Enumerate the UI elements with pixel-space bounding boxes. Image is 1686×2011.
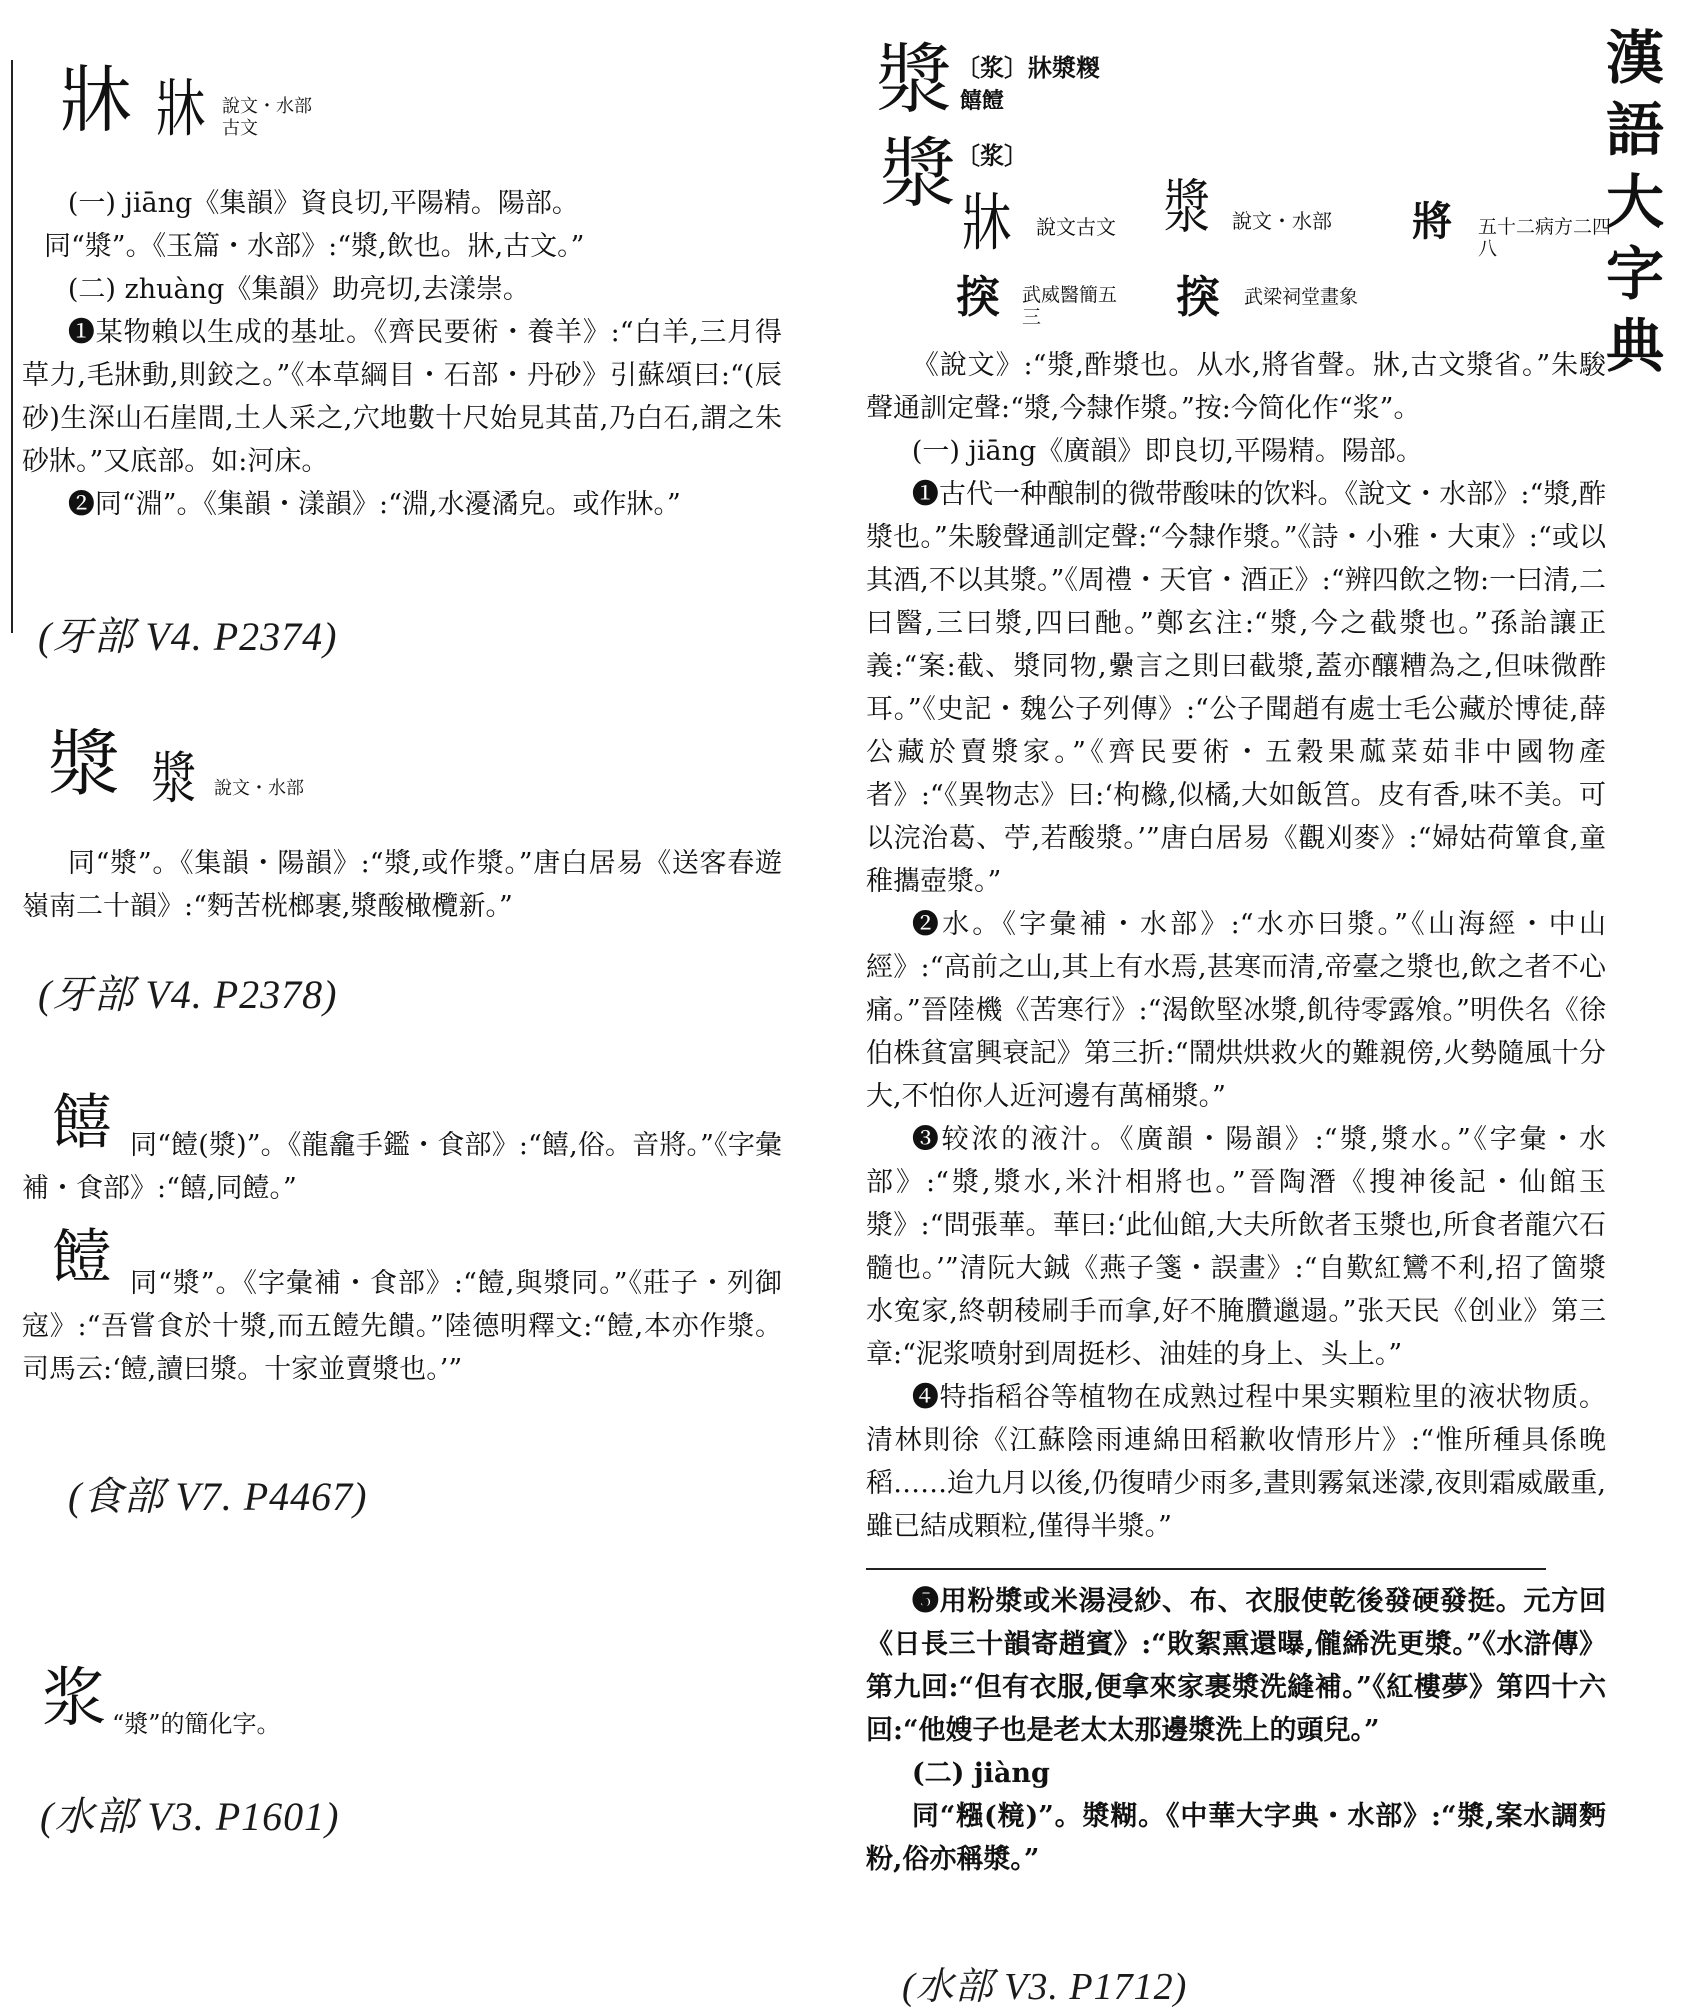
entry-1-line-1: (一) jiāng《集韻》資良切,平陽精。陽部。: [67, 188, 579, 219]
ancient-form-5: 揬: [1176, 272, 1220, 323]
handwritten-note-1: (牙部 V4. P2374): [38, 614, 338, 659]
right-sense-5: ❺用粉漿或米湯浸紗、布、衣服使乾後發硬發挺。元方回《日長三十韻寄趙賓》:“敗絮熏還曝,儱絺洗更漿。”《水滸傳》第九回:“但有衣服,便拿來家裹漿洗縫補。”《紅樓夢》第四十六回:“他嫂子也是老太太那邊漿洗上的頭兒。”: [866, 1586, 1606, 1746]
entry-1-line-2: 同“漿”。《玉篇・水部》:“漿,飲也。牀,古文。”: [44, 231, 585, 262]
ancient-form-3-label: 五十二病方二四八: [1478, 216, 1612, 260]
form-source-1b: 古文: [222, 118, 258, 139]
form-source-1: [222, 96, 312, 140]
seal-form-1: 牀: [156, 72, 205, 145]
ancient-form-1-label: 說文古文: [1036, 215, 1116, 239]
right-variants-2: 饎饐: [960, 88, 1005, 114]
headword-1: 牀: [60, 58, 133, 142]
entry-4-text: 同“漿”。《字彙補・食部》:“饐,與漿同。”《莊子・列御寇》:“吾嘗食於十漿,而五饐先饋。”陸德明釋文:“饐,本亦作漿。司馬云:‘饐,讀曰漿。十家並賣漿也。’”: [22, 1268, 782, 1385]
ancient-form-2-label: 說文・水部: [1232, 209, 1332, 233]
form-source-1a: 說文・水部: [222, 96, 312, 117]
right-intro: 《說文》:“漿,酢漿也。从水,將省聲。牀,古文漿省。”朱駿聲通訓定聲:“漿,今隸作漿。”按:今简化作“浆”。: [866, 350, 1606, 424]
ancient-form-1: 牀: [962, 186, 1011, 259]
book-title: 漢語大字典: [1605, 24, 1664, 380]
entry-1-body: [22, 182, 782, 526]
ancient-form-3: 將: [1412, 198, 1452, 245]
right-entry-body: [866, 344, 1606, 1881]
right-reading-2-def: 同“糨(糡)”。漿糊。《中華大字典・水部》:“漿,案水調麪粉,俗亦稱漿。”: [866, 1801, 1606, 1875]
headword-4: 饐: [52, 1223, 112, 1293]
entry-2-body: [22, 842, 782, 928]
entry-1-sense-1: ❶某物賴以生成的基址。《齊民要術・養羊》:“白羊,三月得草力,毛牀動,則鉸之。”《本草綱目・石部・丹砂》引蘇頌曰:“(辰砂)生深山石崖間,土人采之,穴地數十尺始見其苗,乃白石,謂之朱砂牀。”又底部。如:河床。: [22, 317, 782, 477]
handwritten-note-5: (水部 V3. P1601): [40, 1794, 340, 1839]
entry-4-body: [22, 1262, 782, 1391]
seal-form-2: 漿: [151, 747, 195, 812]
right-sense-1: ❶古代一种酿制的微带酸味的饮料。《說文・水部》:“漿,酢漿也。”朱駿聲通訓定聲:“今隸作漿。”《詩・小雅・大東》:“或以其酒,不以其漿。”《周禮・天官・酒正》:“辨四飲之物:一曰清,二曰醫,三曰漿,四曰酏。”鄭玄注:“漿,今之截漿也。”孫詒讓正義:“案:截、漿同物,纍言之則曰截漿,蓋亦釀糟為之,但味微酢耳。”《史記・魏公子列傳》:“公子聞趙有處士毛公藏於博徒,薛公藏於賣漿家。”《齊民要術・五穀果蓏菜茹非中國物產者》:“《異物志》曰:‘枸櫞,似橘,大如飯筥。皮有香,味不美。可以浣治葛、苧,若酸漿。’”唐白居易《觀刈麥》:“婦姑荷簞食,童稚攜壺漿。”: [866, 479, 1606, 897]
handwritten-note-2: (牙部 V4. P2378): [38, 972, 338, 1017]
right-reading-1: (一) jiāng《廣韻》即良切,平陽精。陽部。: [911, 436, 1423, 467]
right-variant-2: 〔浆〕: [956, 141, 1028, 170]
entry-3-body: [22, 1124, 782, 1210]
entry-2-line-1: 同“漿”。《集韻・陽韻》:“漿,或作漿。”唐白居易《送客春遊嶺南二十韻》:“麪苦桄榔裹,漿酸橄欖新。”: [22, 848, 782, 922]
headword-5: 浆: [42, 1662, 106, 1736]
ancient-form-2: 漿: [1163, 173, 1209, 241]
handwritten-note-right: (水部 V3. P1712): [902, 1966, 1188, 2008]
right-sense-2: ❷水。《字彙補・水部》:“水亦曰漿。”《山海經・中山經》:“高前之山,其上有水焉,甚寒而清,帝臺之漿也,飲之者不心痛。”晉陸機《苦寒行》:“渴飲堅冰漿,飢待零露飧。”明佚名《徐伯株貧富興衰記》第三折:“鬧烘烘救火的難親傍,火勢隨風十分大,不怕你人近河邊有萬桶漿。”: [866, 909, 1606, 1112]
ancient-form-4-label: 武威醫簡五三: [1022, 284, 1118, 328]
right-headword-1: 漿: [876, 35, 952, 124]
right-variants-1: 〔浆〕牀漿糉: [956, 53, 1100, 82]
right-reading-2: (二) jiàng: [911, 1758, 1050, 1789]
right-sense-4: ❹特指稻谷等植物在成熟过程中果实顆粒里的液状物质。清林則徐《江蘇陰雨連綿田稻歉收情形片》:“惟所種具係晚稻……迨九月以後,仍復晴少雨多,晝則霧氣迷濛,夜則霜威嚴重,雖已結成顆粒,僅得半漿。”: [866, 1382, 1606, 1542]
headword-3: 饎: [52, 1088, 112, 1158]
ancient-form-4: 揬: [956, 272, 1000, 323]
right-headword-2: 漿: [880, 129, 956, 218]
entry-5-text: “漿”的簡化字。: [112, 1710, 281, 1738]
headword-2: 漿: [48, 722, 121, 806]
right-sense-3: ❸较浓的液汁。《廣韻・陽韻》:“漿,漿水。”《字彙・水部》:“漿,漿水,米汁相將也。”晉陶潛《搜神後記・仙館玉漿》:“問張華。華曰:‘此仙館,大夫所飲者玉漿也,所食者龍穴石髓也。’”清阮大鋮《燕子箋・誤畫》:“自歎紅鸞不利,招了箇漿水寃家,終朝稜刷手而拿,好不腌臢邋遢。”张天民《创业》第三章:“泥浆喷射到周挺杉、油娃的身上、头上。”: [866, 1124, 1606, 1370]
form-source-2: 說文・水部: [214, 778, 304, 799]
section-divider: [866, 1568, 1546, 1570]
left-margin-line: [11, 60, 13, 633]
ancient-form-5-label: 武梁祠堂畫象: [1244, 286, 1359, 308]
entry-1-line-3: (二) zhuàng《集韻》助亮切,去漾崇。: [67, 274, 530, 305]
entry-3-text: 同“饐(漿)”。《龍龕手鑑・食部》:“饎,俗。音將。”《字彙補・食部》:“饎,同饐。”: [22, 1130, 782, 1204]
entry-1-sense-2: ❷同“淵”。《集韻・漾韻》:“淵,水瀀潏皃。或作牀。”: [67, 489, 681, 520]
handwritten-note-4: (食部 V7. P4467): [68, 1474, 368, 1519]
